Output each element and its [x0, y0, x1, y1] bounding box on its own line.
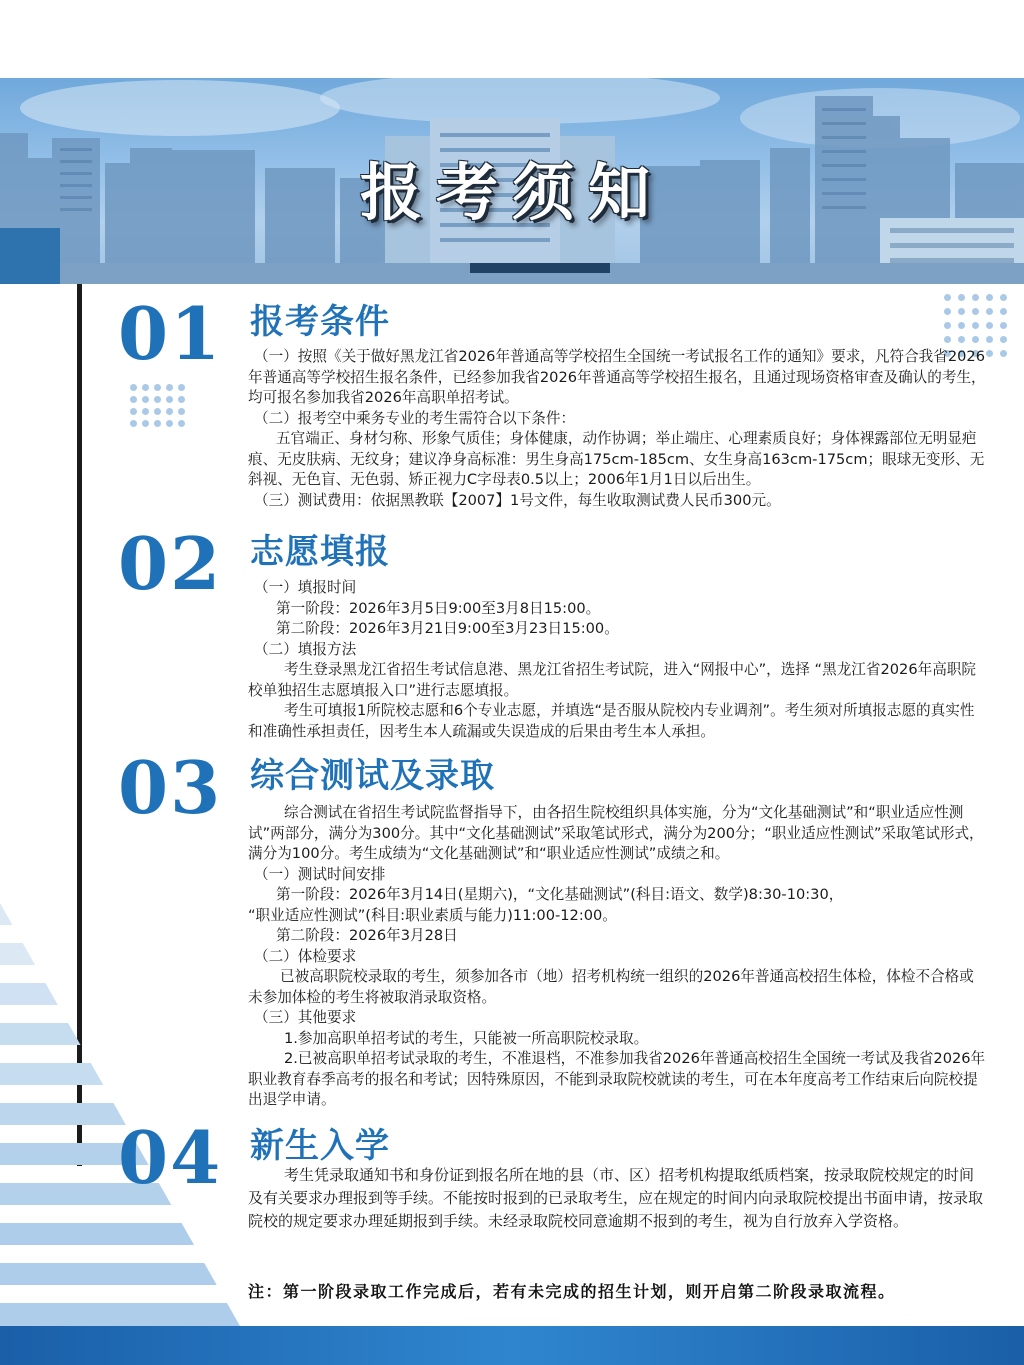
section-number: 01: [118, 291, 223, 376]
paragraph: 第二阶段：2026年3月28日: [276, 927, 458, 944]
paragraph: （一）按照《关于做好黑龙江省2026年普通高等学校招生全国统一考试报名工作的通知》要求，凡符合我省2026年普通高等学校招生报名条件，已经参加我省2026年普通高等学校招生报名，且通过现场资格审查及确认的考生，均可报名参加我省2026年高职单招考试。: [248, 348, 986, 406]
section-body: [248, 347, 988, 511]
paragraph: （二）体检要求: [254, 947, 357, 965]
section-number: 02: [118, 521, 223, 606]
paragraph: （三）测试费用：依据黑教联【2007】1号文件，每生收取测试费人民币300元。: [254, 491, 781, 509]
bottom-note: 注：第一阶段录取工作完成后，若有未完成的招生计划，则开启第二阶段录取流程。: [248, 1282, 896, 1301]
section-number: 03: [118, 745, 223, 830]
section-heading: 志愿填报: [250, 532, 390, 572]
paragraph: 考生凭录取通知书和身份证到报名所在地的县（市、区）招考机构提取纸质档案，按录取院校规定的时间及有关要求办理报到等手续。不能按时报到的已录取考生，应在规定的时间内向录取院校提出书面申请，按录取院校的规定要求办理延期报到手续。未经录取院校同意逾期不报到的考生，视为自行放弃入学资格。: [248, 1166, 984, 1230]
section-heading: 报考条件: [250, 302, 390, 342]
paragraph: （二）报考空中乘务专业的考生需符合以下条件：: [254, 409, 576, 427]
header-banner: [0, 78, 1024, 284]
paragraph: 1.参加高职单招考试的考生，只能被一所高职院校录取。: [284, 1029, 649, 1047]
paragraph: 第一阶段：2026年3月5日9:00至3月8日15:00。: [276, 599, 601, 617]
paragraph: 综合测试在省招生考试院监督指导下，由各招生院校组织具体实施，分为“文化基础测试”和“职业适应性测试”两部分，满分为300分。其中“文化基础测试”采取笔试形式，满分为200分；“职业适应性测试”采取笔试形式，满分为100分。考生成绩为“文化基础测试”和“职业适应性测试”成绩之和。: [248, 804, 984, 862]
paragraph: “职业适应性测试”(科目:职业素质与能力)11:00-12:00。: [248, 906, 617, 924]
paragraph: （三）其他要求: [254, 1009, 357, 1026]
paragraph: 第一阶段：2026年3月14日(星期六)，“文化基础测试”(科目:语文、数学)8:30-10:30，: [276, 886, 844, 903]
page-title: 报考须知: [359, 156, 664, 229]
paragraph: 考生可填报1所院校志愿和6个专业志愿，并填选“是否服从院校内专业调剂”。考生须对所填报志愿的真实性和准确性承担责任，因考生本人疏漏或失误造成的后果由考生本人承担。: [248, 702, 975, 740]
section-heading: 综合测试及录取: [250, 756, 495, 796]
paragraph: 已被高职院校录取的考生，须参加各市（地）招考机构统一组织的2026年普通高校招生体检，体检不合格或未参加体检的考生将被取消录取资格。: [248, 968, 974, 1006]
paragraph: （一）测试时间安排: [254, 865, 386, 883]
paragraph: （一）填报时间: [254, 579, 357, 596]
paragraph: （二）填报方法: [254, 640, 357, 658]
section-number: 04: [118, 1115, 223, 1200]
section-body: [248, 803, 988, 1111]
section-heading: 新生入学: [250, 1126, 390, 1166]
paragraph: 五官端正、身材匀称、形象气质佳；身体健康，动作协调；举止端庄、心理素质良好；身体裸露部位无明显疤痕、无皮肤病、无纹身；建议净身高标准：男生身高175cm-185cm、女生身高163cm-175cm；眼球无变形、无斜视、无色盲、无色弱、矫正视力C字母表0.5以上；2006年1月1日以后出生。: [248, 430, 985, 488]
section-body: [248, 578, 988, 742]
section-body: [248, 1164, 988, 1233]
paragraph: 第二阶段：2026年3月21日9:00至3月23日15:00。: [276, 620, 619, 637]
footer-bar: [0, 1326, 1024, 1365]
paragraph: 2.已被高职单招考试录取的考生，不准退档，不准参加我省2026年普通高校招生全国统一考试及我省2026年职业教育春季高考的报名和考试；因特殊原因，不能到录取院校就读的考生，可在本年度高考工作结束后向院校提出退学申请。: [248, 1050, 986, 1108]
paragraph: 考生登录黑龙江省招生考试信息港、黑龙江省招生考试院，进入“网报中心”，选择 “黑龙江省2026年高职院校单独招生志愿填报入口”进行志愿填报。: [248, 661, 976, 699]
decorative-dots-left: [130, 384, 190, 432]
